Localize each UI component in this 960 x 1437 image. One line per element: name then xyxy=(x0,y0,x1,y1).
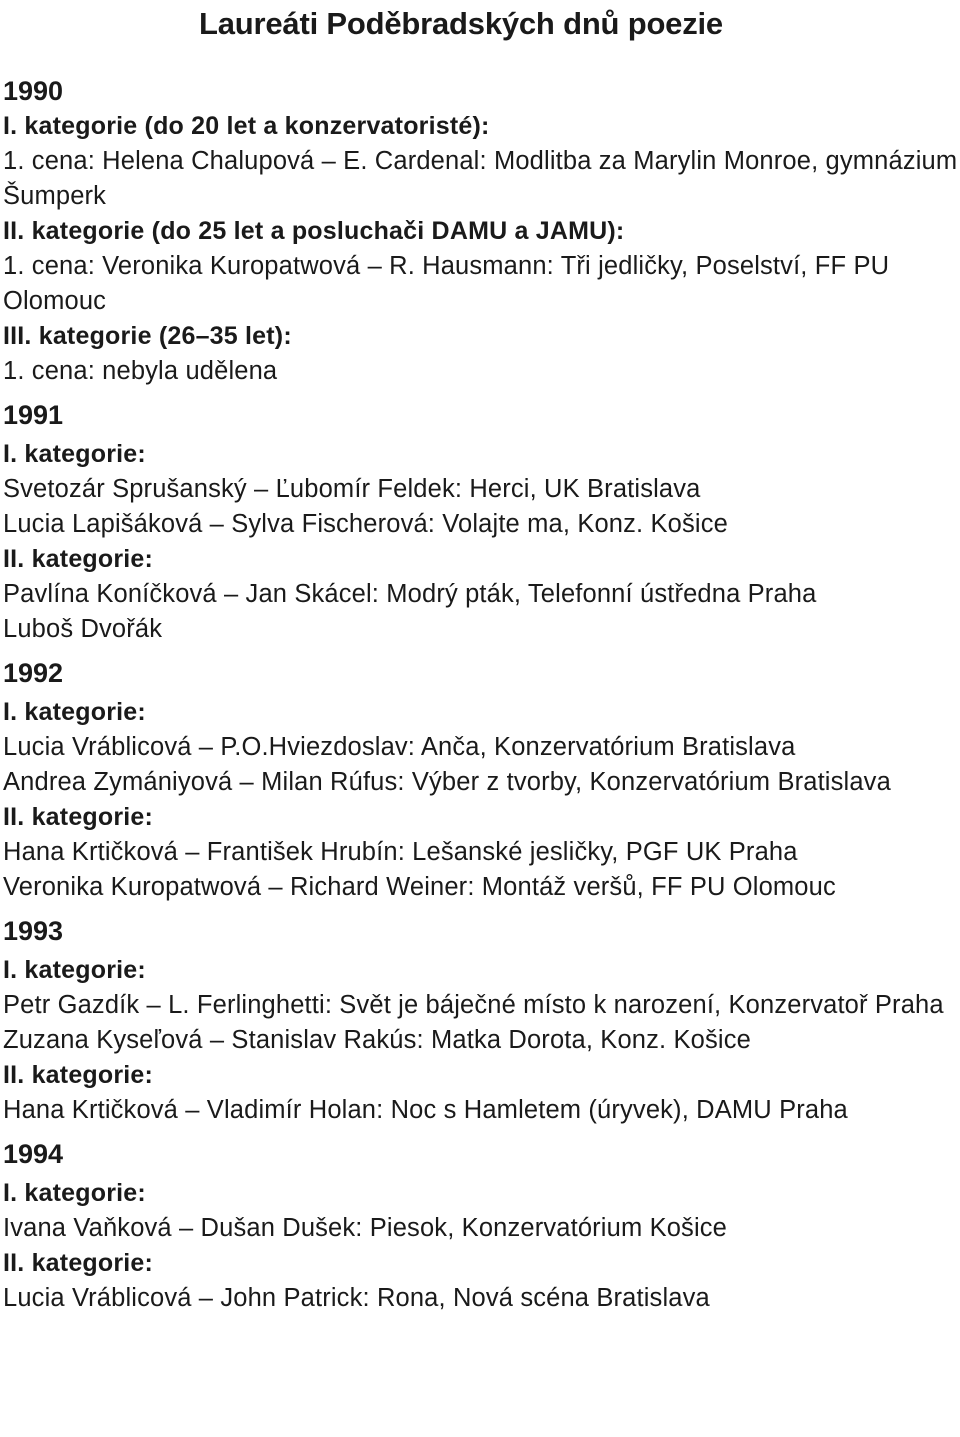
year-section-1994 xyxy=(3,1137,960,1316)
category-heading: I. kategorie (do 20 let a konzervatoristé): xyxy=(3,112,490,140)
category-heading: I. kategorie: xyxy=(3,1179,146,1207)
year-heading: 1991 xyxy=(3,400,64,430)
category-heading: I. kategorie: xyxy=(3,440,146,468)
year-section-1991 xyxy=(3,398,960,647)
category-heading: II. kategorie: xyxy=(3,545,154,573)
laureate-entry: Luboš Dvořák xyxy=(3,615,163,643)
page-title: Laureáti Poděbradských dnů poezie xyxy=(199,6,723,41)
laureate-entry: Svetozár Sprušanský – Ľubomír Feldek: Herci, UK Bratislava xyxy=(3,475,701,503)
category-heading: I. kategorie: xyxy=(3,698,146,726)
year-heading: 1993 xyxy=(3,916,64,946)
laureate-entry: Lucia Vráblicová – John Patrick: Rona, Nová scéna Bratislava xyxy=(3,1284,710,1312)
category-heading: III. kategorie (26–35 let): xyxy=(3,322,292,350)
laureate-entry: 1. cena: nebyla udělena xyxy=(3,357,278,385)
year-section-1990 xyxy=(3,74,960,389)
year-section-1992 xyxy=(3,656,960,905)
laureate-entry: Zuzana Kyseľová – Stanislav Rakús: Matka Dorota, Konz. Košice xyxy=(3,1026,751,1054)
category-heading: I. kategorie: xyxy=(3,956,146,984)
year-section-1993 xyxy=(3,914,960,1128)
category-heading: II. kategorie: xyxy=(3,1249,154,1277)
year-heading: 1990 xyxy=(3,76,64,106)
laureate-entry: Veronika Kuropatwová – Richard Weiner: Montáž veršů, FF PU Olomouc xyxy=(3,873,836,901)
laureate-entry: Hana Krtičková – František Hrubín: Lešanské jesličky, PGF UK Praha xyxy=(3,838,798,866)
laureate-entry: Ivana Vaňková – Dušan Dušek: Piesok, Konzervatórium Košice xyxy=(3,1214,728,1242)
category-heading: II. kategorie (do 25 let a posluchači DAMU a JAMU): xyxy=(3,217,625,245)
laureate-entry: Lucia Lapišáková – Sylva Fischerová: Volajte ma, Konz. Košice xyxy=(3,510,728,538)
laureate-entry: 1. cena: Helena Chalupová – E. Cardenal: Modlitba za Marylin Monroe, gymnázium Šumperk xyxy=(3,147,958,210)
document-page xyxy=(3,0,960,1316)
category-heading: II. kategorie: xyxy=(3,803,154,831)
category-heading: II. kategorie: xyxy=(3,1061,154,1089)
laureate-entry: Lucia Vráblicová – P.O.Hviezdoslav: Anča, Konzervatórium Bratislava xyxy=(3,733,796,761)
laureate-entry: Hana Krtičková – Vladimír Holan: Noc s Hamletem (úryvek), DAMU Praha xyxy=(3,1096,848,1124)
laureate-entry: Pavlína Koníčková – Jan Skácel: Modrý pták, Telefonní ústředna Praha xyxy=(3,580,817,608)
year-heading: 1992 xyxy=(3,658,64,688)
year-heading: 1994 xyxy=(3,1139,64,1169)
laureate-entry: Petr Gazdík – L. Ferlinghetti: Svět je báječné místo k narození, Konzervatoř Praha xyxy=(3,991,944,1019)
laureate-entry: Andrea Zymániyová – Milan Rúfus: Výber z tvorby, Konzervatórium Bratislava xyxy=(3,768,891,796)
laureate-entry: 1. cena: Veronika Kuropatwová – R. Hausmann: Tři jedličky, Poselství, FF PU Olomouc xyxy=(3,252,890,315)
